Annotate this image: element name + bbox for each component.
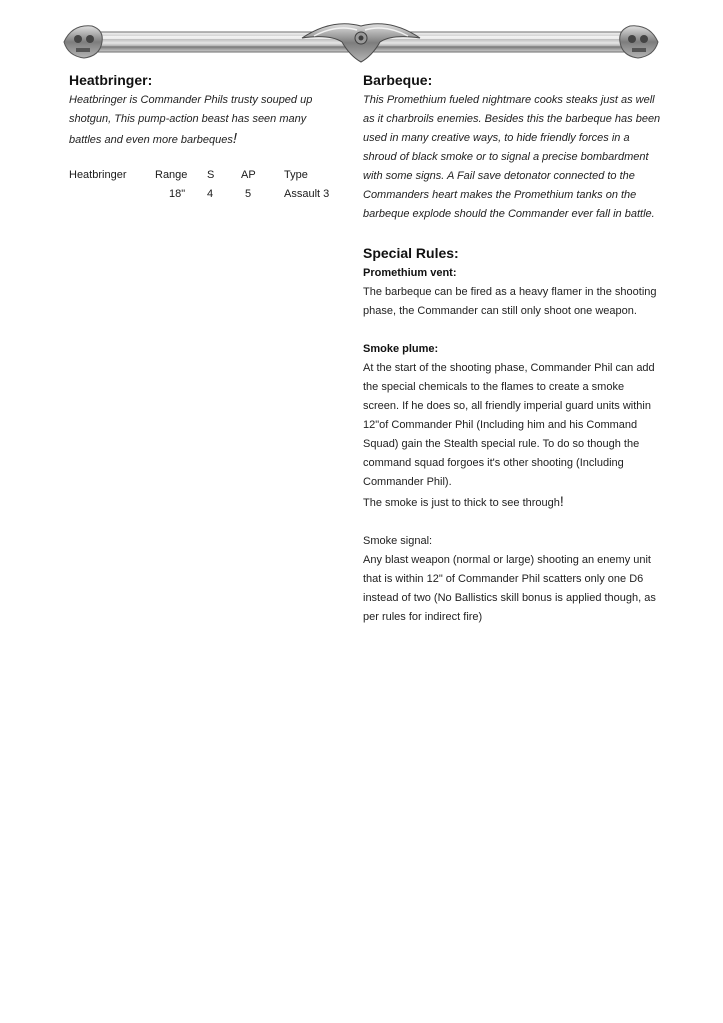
barbeque-section xyxy=(363,69,663,627)
weapon-stats-table xyxy=(69,166,341,206)
stat-value-type: Assault 3 xyxy=(284,188,330,200)
stat-value-ap: 5 xyxy=(245,188,252,200)
stat-header-s: S xyxy=(207,169,215,181)
stat-value-range: 18" xyxy=(169,188,186,200)
stat-header-ap: AP xyxy=(241,169,256,181)
decorative-banner xyxy=(62,12,660,66)
promethium-vent-text: The barbeque can be fired as a heavy flamer in the shooting phase, the Commander can still only shoot one weapon. xyxy=(363,286,657,317)
smoke-signal-text: Any blast weapon (normal or large) shooting an enemy unit that is within 12" of Commander Phil scatters only one D6 instead of two (No Ballistics skill bonus is applied though, as per rules for indirect fire) xyxy=(363,554,656,623)
smoke-plume-text: At the start of the shooting phase, Commander Phil can add the special chemicals to the flames to create a smoke screen. If he does so, all friendly imperial guard units within 12"of Commander Phil (Including him and his Command Squad) gain the Stealth special rule. To do so though the command squad forgoes it's other shooting (Including Commander Phil). xyxy=(363,362,655,488)
smoke-plume-heading: Smoke plume: xyxy=(363,343,439,355)
stat-header-type: Type xyxy=(284,169,308,181)
heatbringer-description: Heatbringer is Commander Phils trusty souped up shotgun, This pump-action beast has seen many battles and even more barbeques! xyxy=(69,94,313,147)
special-rules-title: Special Rules: xyxy=(363,245,459,261)
stat-header-range: Range xyxy=(155,169,188,181)
smoke-plume-tail: The smoke is just to thick to see through! xyxy=(363,493,564,509)
heatbringer-title: Heatbringer: xyxy=(69,72,153,88)
skull-ornament-left xyxy=(64,26,102,58)
barbeque-title: Barbeque: xyxy=(363,72,433,88)
barbeque-description: This Promethium fueled nightmare cooks steaks just as well as it charbroils enemies. Besides this the barbeque has been used in many creative ways, to hide friendly forces in a shroud of black smoke or to signal a precise bombardment with some signs. A Fail save detonator connected to the Commanders heart makes the Promethium tanks on the barbeque explode should the Commander ever fall in battle. xyxy=(363,94,661,220)
smoke-signal-heading: Smoke signal: xyxy=(363,535,433,547)
skull-ornament-right xyxy=(620,26,658,58)
promethium-vent-heading: Promethium vent: xyxy=(363,267,457,279)
stat-value-s: 4 xyxy=(207,188,214,200)
stat-header-name: Heatbringer xyxy=(69,169,127,181)
heatbringer-section xyxy=(69,69,341,206)
